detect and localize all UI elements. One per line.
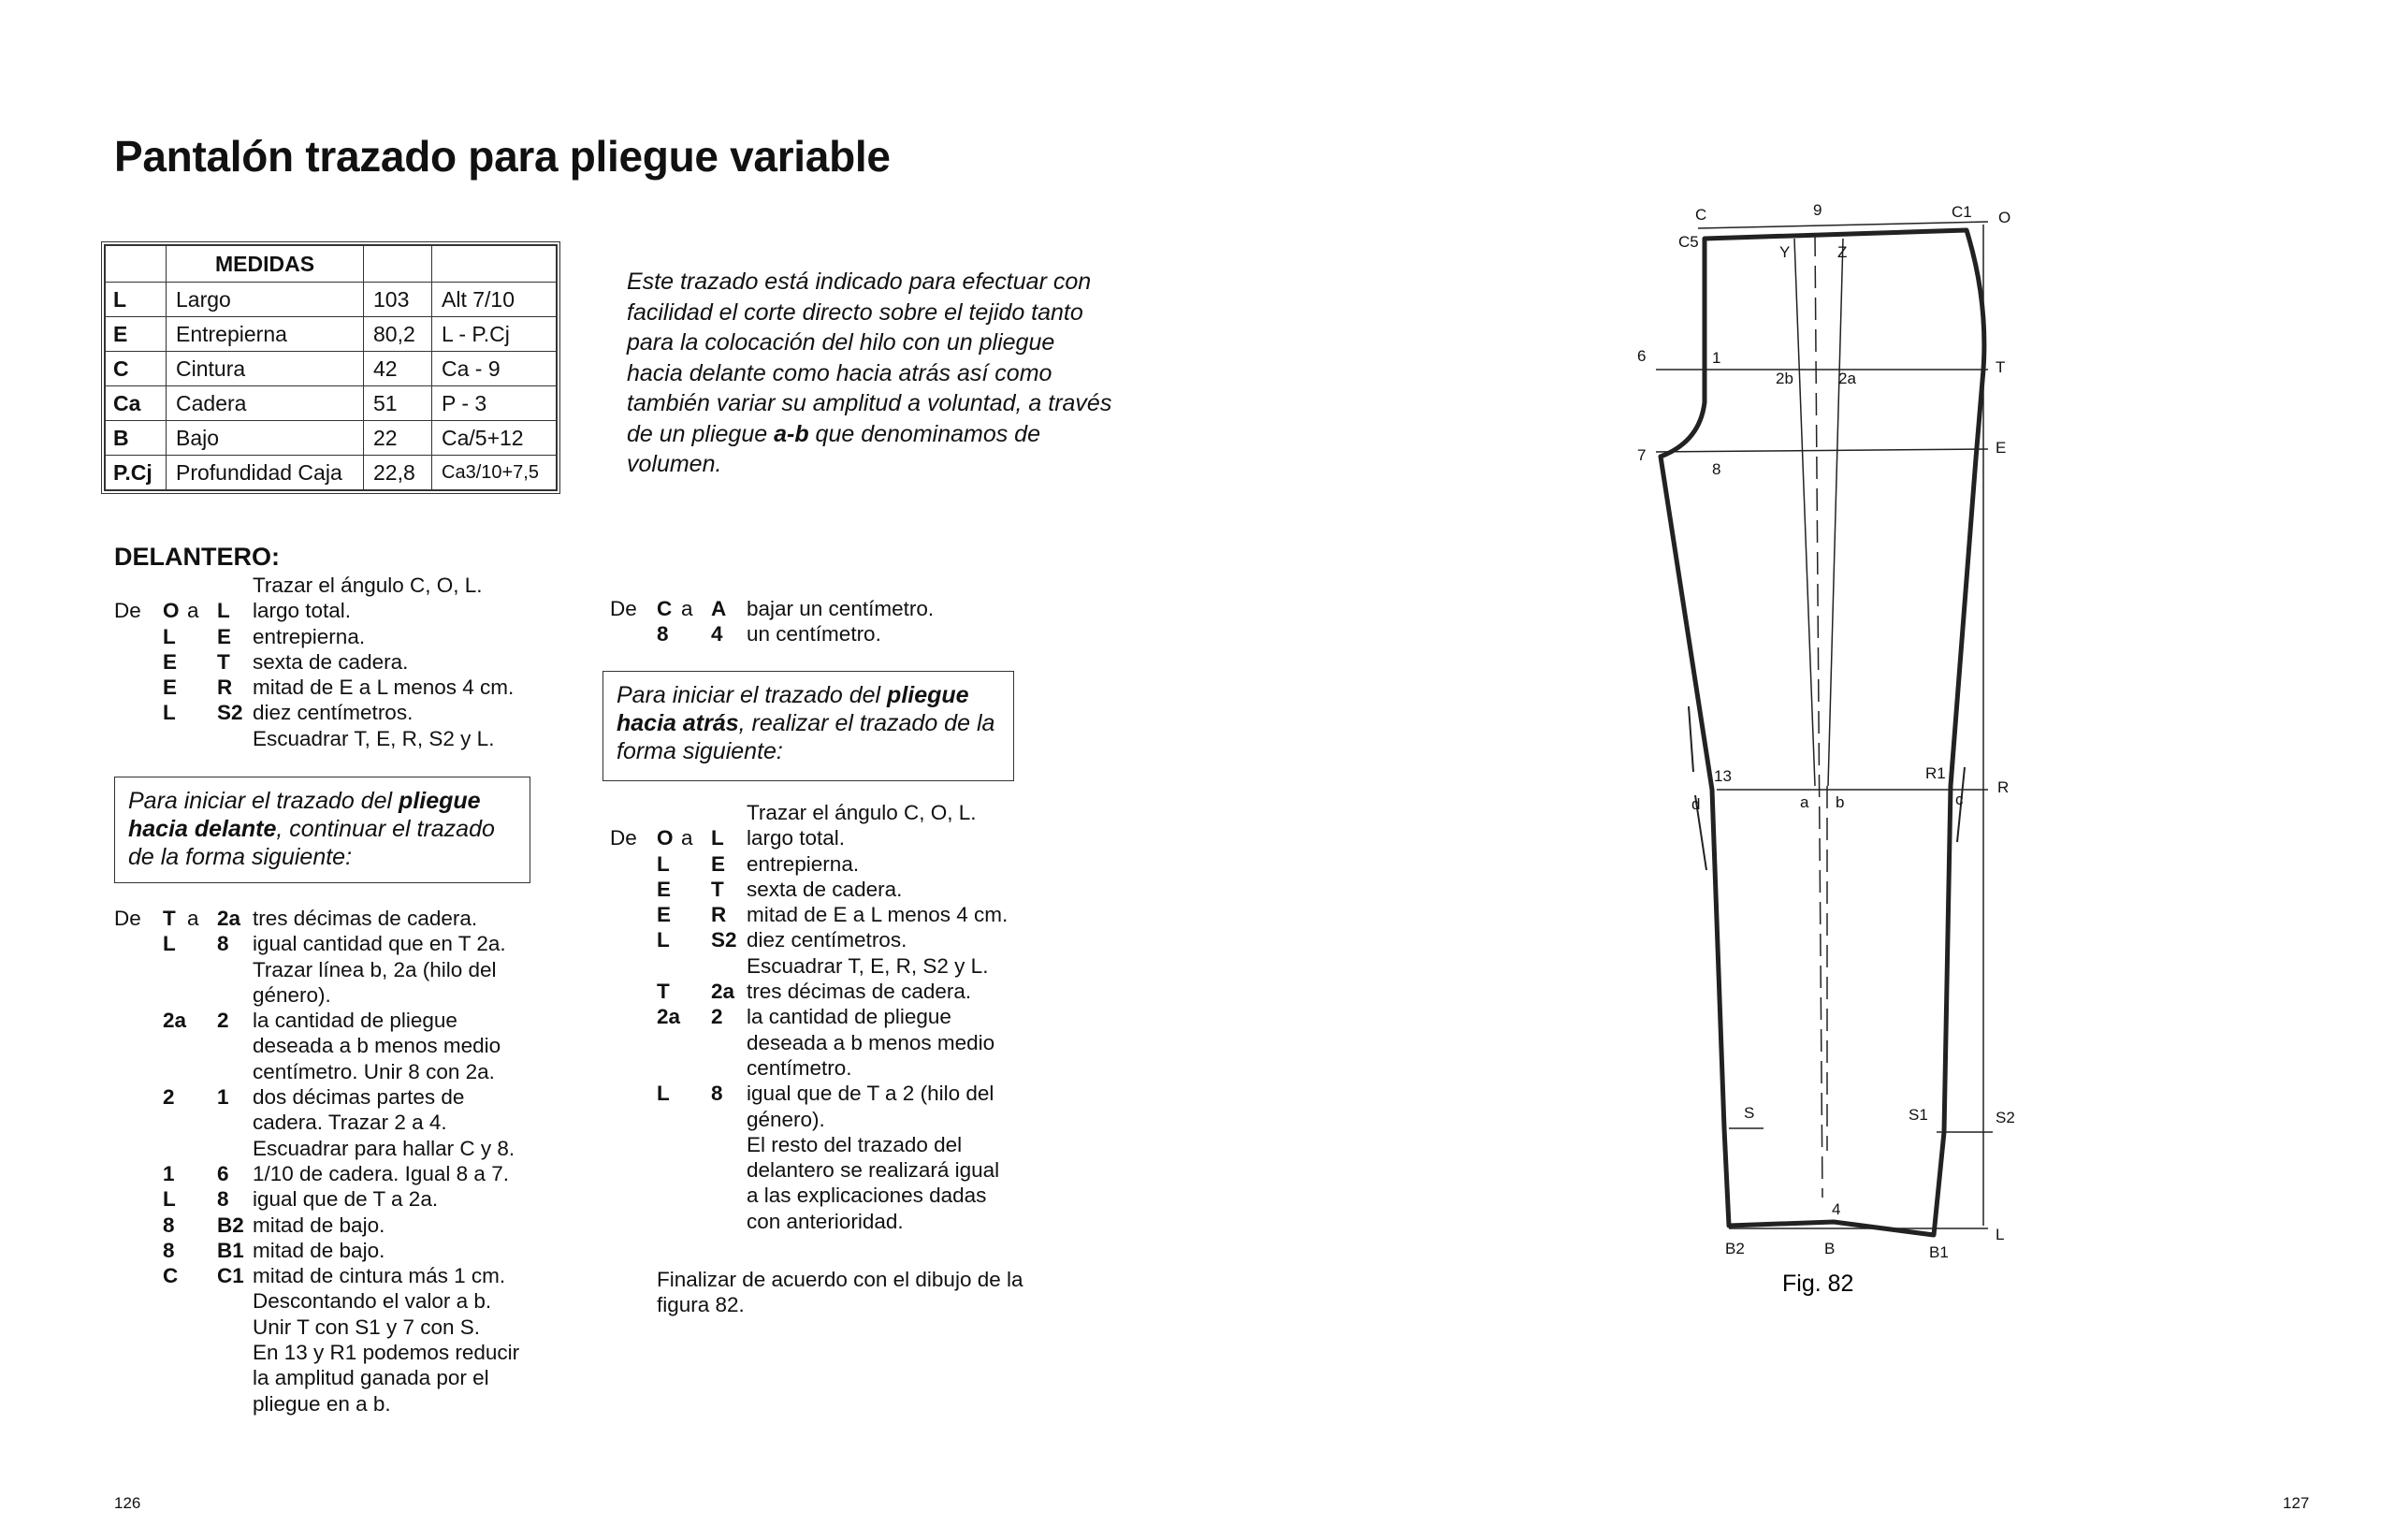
step-text: deseada a b menos medio bbox=[253, 1034, 501, 1058]
step-from: E bbox=[163, 649, 178, 674]
step-from: O bbox=[163, 599, 180, 623]
step-text: delantero se realizará igual bbox=[747, 1158, 1000, 1183]
step-text: género). bbox=[253, 982, 331, 1007]
fig-label: 8 bbox=[1712, 460, 1721, 478]
step-to: B2 bbox=[217, 1213, 244, 1237]
page-number-right: 127 bbox=[2283, 1494, 2310, 1512]
step-text: tres décimas de cadera. bbox=[747, 980, 972, 1004]
step-from: T bbox=[657, 980, 670, 1004]
fig-label: Z bbox=[1837, 243, 1848, 261]
angle-instruction: Trazar el ángulo C, O, L. bbox=[253, 574, 483, 597]
fig-label: C bbox=[1695, 206, 1707, 224]
step-from: O bbox=[657, 826, 674, 850]
note-box-forward-pleat: Para iniciar el trazado del pliegue hacia delante, continuar el trazado de la forma siguiente: bbox=[114, 777, 530, 883]
fig-label: C1 bbox=[1952, 203, 1972, 221]
de-label: De bbox=[114, 907, 141, 930]
fig-label: S bbox=[1744, 1104, 1755, 1122]
step-text: deseada a b menos medio bbox=[747, 1030, 995, 1054]
step-to: E bbox=[711, 851, 726, 876]
step-from: E bbox=[657, 877, 672, 901]
step-from: 8 bbox=[163, 1238, 175, 1262]
step-text: sexta de cadera. bbox=[747, 877, 903, 901]
step-text: Unir T con S1 y 7 con S. bbox=[253, 1315, 481, 1339]
intro-paragraph: Este trazado está indicado para efectuar con facilidad el corte directo sobre el tejido tanto para la colocación del hilo con un pliegue hacia delante como hacia atrás así como también variar su amplitud a voluntad, a través de un pliegue a-b que denominamos de volumen. bbox=[627, 269, 1112, 477]
step-to: 8 bbox=[217, 1187, 229, 1212]
fig-label: S1 bbox=[1909, 1106, 1928, 1124]
step-text: Descontando el valor a b. bbox=[253, 1289, 492, 1314]
fig-label: Y bbox=[1779, 243, 1791, 261]
fig-label: 4 bbox=[1832, 1200, 1841, 1218]
step-to: R bbox=[217, 676, 233, 700]
step-text: igual que de T a 2 (hilo del bbox=[747, 1082, 994, 1106]
fig-label: 7 bbox=[1637, 446, 1647, 464]
step-text: mitad de E a L menos 4 cm. bbox=[253, 676, 515, 700]
step-text: un centímetro. bbox=[747, 622, 881, 647]
square-instruction: Escuadrar T, E, R, S2 y L. bbox=[253, 726, 495, 750]
table-header: MEDIDAS bbox=[167, 246, 364, 283]
step-from: E bbox=[163, 676, 178, 700]
step-a: a bbox=[681, 597, 693, 620]
step-to: 6 bbox=[217, 1162, 229, 1185]
fig-label: R1 bbox=[1925, 764, 1946, 782]
step-from: T bbox=[163, 907, 176, 930]
de-label: De bbox=[610, 597, 637, 620]
table-corner bbox=[106, 246, 167, 283]
step-to: B1 bbox=[217, 1238, 244, 1262]
fig-label: d bbox=[1691, 795, 1701, 813]
step-text: largo total. bbox=[253, 599, 352, 623]
step-to: L bbox=[711, 826, 724, 850]
angle-instruction: Trazar el ángulo C, O, L. bbox=[747, 801, 977, 824]
step-text: dos décimas partes de bbox=[253, 1085, 465, 1110]
step-text: Escuadrar T, E, R, S2 y L. bbox=[747, 953, 989, 978]
table-row: E Entrepierna 80,2 L - P.Cj bbox=[106, 317, 557, 352]
step-from: E bbox=[657, 903, 672, 927]
step-text: mitad de E a L menos 4 cm. bbox=[747, 903, 1009, 927]
fig-label: 13 bbox=[1714, 767, 1732, 785]
step-text: diez centímetros. bbox=[747, 928, 907, 952]
fig-label: B2 bbox=[1725, 1240, 1745, 1257]
table-row: L Largo 103 Alt 7/10 bbox=[106, 283, 557, 317]
step-text: mitad de bajo. bbox=[253, 1238, 385, 1262]
pleat-line-right bbox=[1828, 239, 1843, 786]
fig-label: c bbox=[1955, 791, 1964, 808]
page-number-left: 126 bbox=[114, 1494, 141, 1512]
fig-label: 6 bbox=[1637, 347, 1647, 365]
fig-label: 2a bbox=[1838, 370, 1856, 387]
fig-label: R bbox=[1997, 778, 2010, 796]
step-a: a bbox=[187, 907, 199, 930]
fig-label: b bbox=[1836, 793, 1845, 811]
step-text: con anterioridad. bbox=[747, 1209, 904, 1233]
step-text: El resto del trazado del bbox=[747, 1132, 963, 1156]
step-to: A bbox=[711, 597, 727, 620]
fig-label: 1 bbox=[1712, 349, 1721, 367]
step-from: L bbox=[657, 1082, 670, 1106]
fig-label: L bbox=[1996, 1226, 2005, 1243]
step-to: E bbox=[217, 624, 232, 648]
step-a: a bbox=[681, 826, 693, 850]
step-text: Trazar línea b, 2a (hilo del bbox=[253, 957, 497, 981]
pleat-line-left bbox=[1794, 239, 1815, 786]
step-from: L bbox=[163, 932, 176, 956]
table-row: P.Cj Profundidad Caja 22,8 Ca3/10+7,5 bbox=[106, 456, 557, 490]
step-text: mitad de bajo. bbox=[253, 1213, 385, 1237]
pattern-outline bbox=[1661, 230, 1984, 1235]
step-text: sexta de cadera. bbox=[253, 649, 409, 674]
step-to: 2a bbox=[217, 907, 241, 930]
step-text: a las explicaciones dadas bbox=[747, 1184, 987, 1208]
table-row: B Bajo 22 Ca/5+12 bbox=[106, 421, 557, 456]
step-to: 8 bbox=[711, 1082, 723, 1106]
step-text: bajar un centímetro. bbox=[747, 597, 935, 620]
step-from: L bbox=[163, 1187, 176, 1212]
step-text: cadera. Trazar 2 a 4. bbox=[253, 1111, 447, 1135]
table-row: C Cintura 42 Ca - 9 bbox=[106, 352, 557, 386]
fig-label: a bbox=[1800, 793, 1809, 811]
step-text: la cantidad de pliegue bbox=[747, 1005, 951, 1029]
final-note: Finalizar de acuerdo con el dibujo de la figura 82. bbox=[657, 1268, 1023, 1317]
fig-label: E bbox=[1996, 439, 2007, 457]
step-from: L bbox=[163, 701, 176, 725]
step-text: pliegue en a b. bbox=[253, 1391, 391, 1416]
step-from: 8 bbox=[163, 1213, 175, 1237]
step-text: la cantidad de pliegue bbox=[253, 1009, 457, 1033]
line-c-o bbox=[1698, 222, 1988, 228]
step-to: R bbox=[711, 903, 727, 927]
fig-label: T bbox=[1996, 358, 2006, 376]
line-7-e bbox=[1656, 449, 1988, 452]
fig-label: O bbox=[1998, 209, 2011, 226]
step-text: largo total. bbox=[747, 826, 846, 850]
de-label: De bbox=[610, 826, 637, 850]
step-from: C bbox=[163, 1264, 179, 1288]
step-from: 1 bbox=[163, 1162, 175, 1185]
step-text: tres décimas de cadera. bbox=[253, 907, 478, 930]
page-title: Pantalón trazado para pliegue variable bbox=[114, 132, 891, 181]
step-a: a bbox=[187, 599, 199, 623]
section-heading-delantero: DELANTERO: bbox=[114, 543, 280, 571]
figure-caption: Fig. 82 bbox=[1782, 1271, 1854, 1297]
pattern-figure bbox=[1628, 187, 2021, 1310]
step-text: diez centímetros. bbox=[253, 701, 414, 725]
step-to: 1 bbox=[217, 1085, 229, 1110]
step-from: 8 bbox=[657, 622, 669, 647]
step-text: entrepierna. bbox=[253, 624, 366, 648]
step-from: C bbox=[657, 597, 673, 620]
fig-label: 2b bbox=[1776, 370, 1793, 387]
step-text: igual que de T a 2a. bbox=[253, 1187, 439, 1212]
step-from: 2 bbox=[163, 1085, 175, 1110]
fig-label: B1 bbox=[1929, 1243, 1949, 1261]
step-text: centímetro. bbox=[747, 1055, 852, 1080]
step-text: género). bbox=[747, 1107, 825, 1131]
step-to: T bbox=[217, 649, 230, 674]
fig-label: B bbox=[1824, 1240, 1836, 1257]
de-label: De bbox=[114, 599, 141, 623]
step-to: S2 bbox=[217, 701, 243, 725]
fig-label: S2 bbox=[1996, 1109, 2015, 1126]
step-to: T bbox=[711, 877, 724, 901]
step-text: Escuadrar para hallar C y 8. bbox=[253, 1136, 515, 1160]
step-text: la amplitud ganada por el bbox=[253, 1366, 489, 1390]
step-to: 2a bbox=[711, 980, 735, 1004]
step-text: centímetro. Unir 8 con 2a. bbox=[253, 1059, 495, 1083]
step-from: L bbox=[657, 851, 670, 876]
step-to: 2 bbox=[711, 1005, 723, 1029]
step-text: entrepierna. bbox=[747, 851, 860, 876]
table-row: Ca Cadera 51 P - 3 bbox=[106, 386, 557, 421]
step-to: C1 bbox=[217, 1264, 244, 1288]
step-to: 2 bbox=[217, 1009, 229, 1033]
reduce-mark-left bbox=[1689, 706, 1693, 772]
step-to: 4 bbox=[711, 622, 723, 647]
step-from: 2a bbox=[163, 1009, 187, 1033]
step-from: L bbox=[163, 624, 176, 648]
fig-label: C5 bbox=[1678, 233, 1699, 251]
step-from: L bbox=[657, 928, 670, 952]
step-text: mitad de cintura más 1 cm. bbox=[253, 1264, 506, 1288]
step-to: L bbox=[217, 599, 230, 623]
measurements-table bbox=[101, 241, 560, 494]
step-text: En 13 y R1 podemos reducir bbox=[253, 1341, 520, 1365]
step-to: 8 bbox=[217, 932, 229, 956]
fig-label: 9 bbox=[1813, 201, 1822, 219]
grain-line bbox=[1815, 234, 1822, 1198]
step-text: 1/10 de cadera. Igual 8 a 7. bbox=[253, 1162, 509, 1185]
step-from: 2a bbox=[657, 1005, 681, 1029]
step-text: igual cantidad que en T 2a. bbox=[253, 932, 506, 956]
note-box-backward-pleat: Para iniciar el trazado del pliegue hacia atrás, realizar el trazado de la forma siguiente: bbox=[602, 671, 1014, 781]
step-to: S2 bbox=[711, 928, 737, 952]
